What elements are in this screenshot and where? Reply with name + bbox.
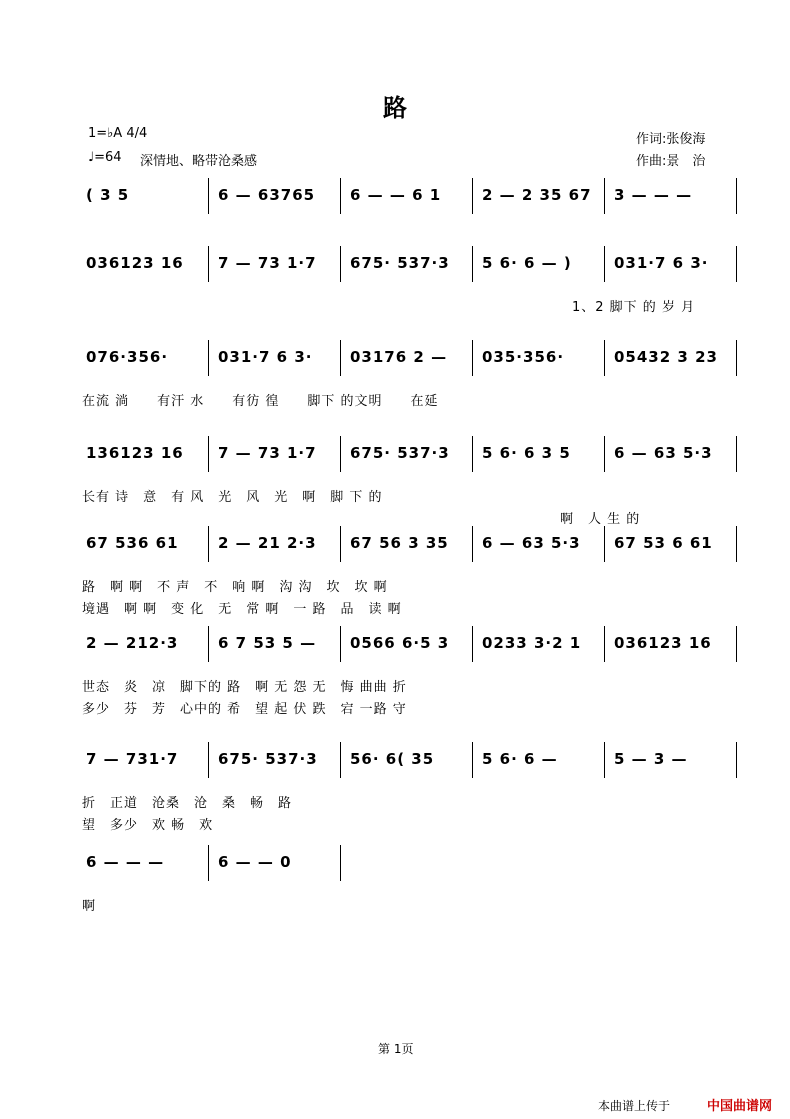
bar-line xyxy=(340,340,341,376)
measure-notes: 031·7 6 3· xyxy=(218,348,313,366)
measure-notes: 136123 16 xyxy=(86,444,184,462)
measure-notes: 67 53 6 61 xyxy=(614,534,713,552)
song-title: 路 xyxy=(383,94,407,122)
lyric-line-1: 1、2 脚下 的 岁 月 xyxy=(572,300,696,315)
measure-notes: 035·356· xyxy=(482,348,565,366)
bar-line xyxy=(472,178,473,214)
measure-notes: 076·356· xyxy=(86,348,169,366)
measure-notes: 675· 537·3 xyxy=(350,254,450,272)
measure-notes: 6 — 63765 xyxy=(218,186,316,204)
measure-notes: 036123 16 xyxy=(614,634,712,652)
measure-notes: 5 6· 6 — ) xyxy=(482,254,572,272)
bar-line xyxy=(208,845,209,881)
lyric-line-1: 啊 xyxy=(82,899,97,914)
bar-line xyxy=(472,340,473,376)
bar-line xyxy=(604,178,605,214)
measure-notes: 036123 16 xyxy=(86,254,184,272)
bar-line xyxy=(340,626,341,662)
bar-line xyxy=(604,340,605,376)
bar-line xyxy=(340,178,341,214)
bar-line xyxy=(736,742,737,778)
bar-line xyxy=(604,626,605,662)
upload-note: 本曲谱上传于 xyxy=(598,1099,671,1113)
measure-notes: 6 — — — xyxy=(86,853,165,871)
measure-notes: 6 — — 0 xyxy=(218,853,292,871)
measure-notes: 0566 6·5 3 xyxy=(350,634,450,652)
bar-line xyxy=(208,436,209,472)
bar-line xyxy=(208,178,209,214)
measure-notes: 3 — — — xyxy=(614,186,693,204)
lyric-line-2: 啊 人 生 的 xyxy=(560,512,641,527)
bar-line xyxy=(472,626,473,662)
page-number: 第 1页 xyxy=(378,1042,414,1056)
measure-notes: 6 — — 6 1 xyxy=(350,186,442,204)
key-signature: 1=♭A 4/4 xyxy=(88,126,148,141)
composer-credit: 作曲:景 治 xyxy=(636,154,706,169)
bar-line xyxy=(472,742,473,778)
measure-notes: 2 — 2 35 67 xyxy=(482,186,592,204)
bar-line xyxy=(208,246,209,282)
lyric-line-2: 境遇 啊 啊 变 化 无 常 啊 一 路 品 读 啊 xyxy=(82,602,402,617)
bar-line xyxy=(604,436,605,472)
expression-mark: 深情地、略带沧桑感 xyxy=(140,154,258,169)
measure-notes: 67 536 61 xyxy=(86,534,179,552)
bar-line xyxy=(472,526,473,562)
measure-notes: 6 — 63 5·3 xyxy=(614,444,713,462)
measure-notes: 675· 537·3 xyxy=(218,750,318,768)
bar-line xyxy=(208,526,209,562)
bar-line xyxy=(736,178,737,214)
lyric-line-1: 折 正道 沧桑 沧 桑 畅 路 xyxy=(82,796,293,811)
bar-line xyxy=(340,845,341,881)
lyric-line-1: 世态 炎 凉 脚下的 路 啊 无 怨 无 悔 曲曲 折 xyxy=(82,680,407,695)
bar-line xyxy=(736,340,737,376)
site-logo: 中国曲谱网 xyxy=(706,1099,772,1114)
measure-notes: 03176 2 — xyxy=(350,348,448,366)
lyric-line-1: 路 啊 啊 不 声 不 响 啊 沟 沟 坎 坎 啊 xyxy=(82,580,388,595)
bar-line xyxy=(472,436,473,472)
bar-line xyxy=(340,246,341,282)
measure-notes: 6 — 63 5·3 xyxy=(482,534,581,552)
bar-line xyxy=(604,742,605,778)
tempo-mark: ♩=64 xyxy=(88,150,122,165)
measure-notes: 7 — 73 1·7 xyxy=(218,254,317,272)
measure-notes: 2 — 212·3 xyxy=(86,634,179,652)
lyric-line-2: 望 多少 欢 畅 欢 xyxy=(82,818,214,833)
measure-notes: 2 — 21 2·3 xyxy=(218,534,317,552)
bar-line xyxy=(472,246,473,282)
bar-line xyxy=(340,742,341,778)
bar-line xyxy=(736,436,737,472)
lyricist-credit: 作词:张俊海 xyxy=(636,132,706,147)
measure-notes: ( 3 5 xyxy=(86,186,130,204)
lyric-line-1: 长有 诗 意 有 风 光 风 光 啊 脚 下 的 xyxy=(82,490,383,505)
bar-line xyxy=(604,246,605,282)
measure-notes: 7 — 73 1·7 xyxy=(218,444,317,462)
bar-line xyxy=(340,526,341,562)
measure-notes: 5 6· 6 3 5 xyxy=(482,444,571,462)
measure-notes: 031·7 6 3· xyxy=(614,254,709,272)
bar-line xyxy=(208,742,209,778)
bar-line xyxy=(736,626,737,662)
measure-notes: 675· 537·3 xyxy=(350,444,450,462)
lyric-line-2: 多少 芬 芳 心中的 希 望 起 伏 跌 宕 一路 守 xyxy=(82,702,407,717)
bar-line xyxy=(208,340,209,376)
bar-line xyxy=(736,246,737,282)
measure-notes: 05432 3 23 xyxy=(614,348,718,366)
measure-notes: 0233 3·2 1 xyxy=(482,634,582,652)
bar-line xyxy=(340,436,341,472)
bar-line xyxy=(604,526,605,562)
bar-line xyxy=(208,626,209,662)
lyric-line-1: 在流 淌 有汗 水 有彷 徨 脚下 的文明 在延 xyxy=(82,394,439,409)
measure-notes: 67 56 3 35 xyxy=(350,534,449,552)
measure-notes: 5 — 3 — xyxy=(614,750,688,768)
bar-line xyxy=(736,526,737,562)
measure-notes: 5 6· 6 — xyxy=(482,750,558,768)
measure-notes: 6 7 53 5 — xyxy=(218,634,317,652)
measure-notes: 56· 6( 35 xyxy=(350,750,435,768)
measure-notes: 7 — 731·7 xyxy=(86,750,179,768)
